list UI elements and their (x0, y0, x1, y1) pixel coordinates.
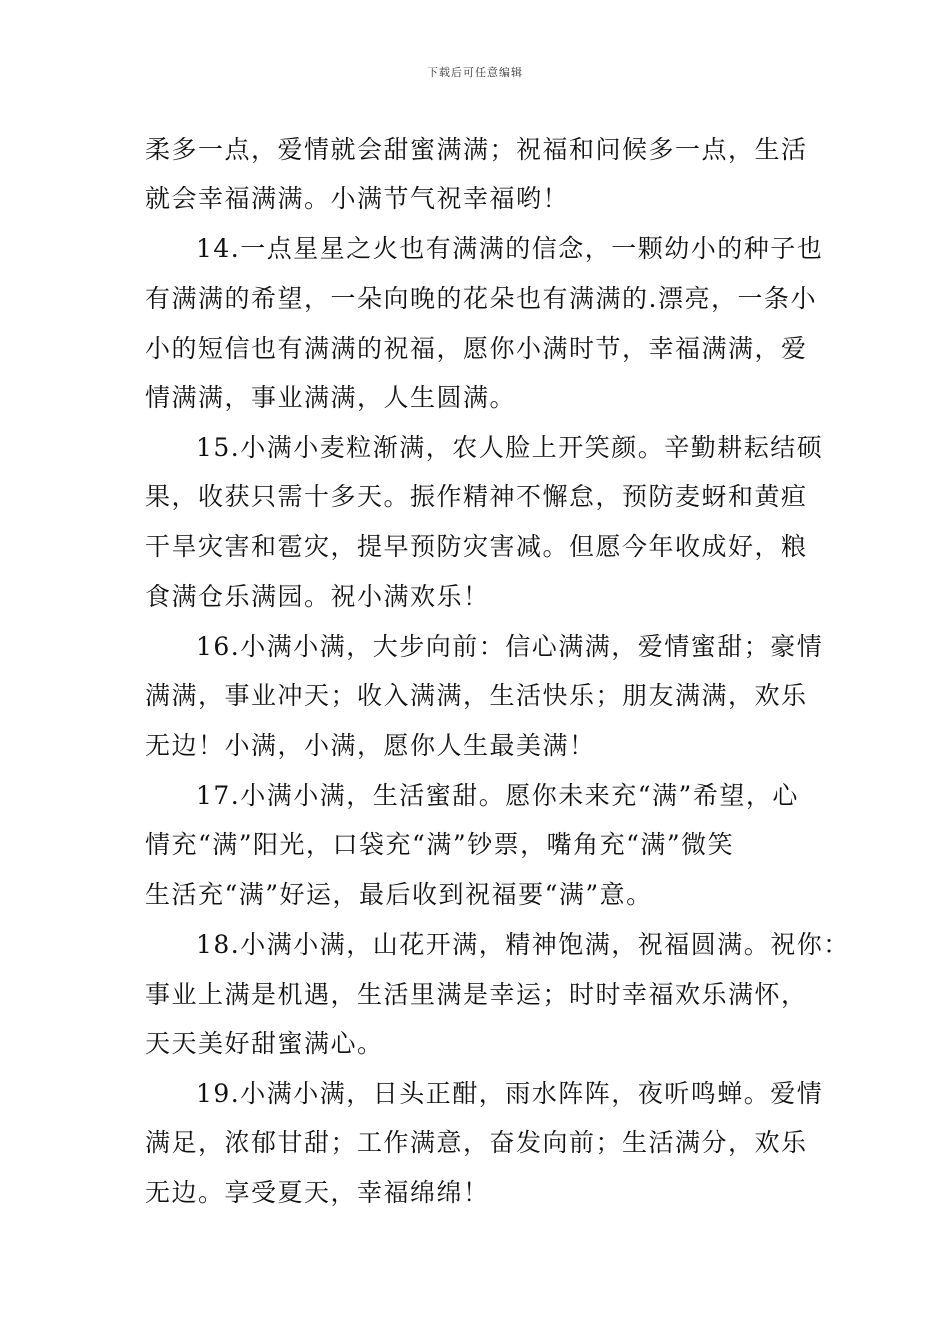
text-line: 果，收获只需十多天。振作精神不懈怠，预防麦蚜和黄疸 (145, 482, 808, 511)
text-line: 干旱灾害和雹灾，提早预防灾害减。但愿今年收成好，粮 (145, 532, 808, 561)
text-line: 无边！小满，小满，愿你人生最美满！ (145, 731, 596, 760)
paragraph-17-start: 17.小满小满，生活蜜甜。愿你未来充“满”希望，心 (196, 781, 799, 810)
paragraph-14-start: 14.一点星星之火也有满满的信念，一颗幼小的种子也 (196, 234, 824, 263)
text-line: 就会幸福满满。小满节气祝幸福哟！ (145, 184, 570, 213)
text-line: 小的短信也有满满的祝福，愿你小满时节，幸福满满，爱 (145, 334, 808, 363)
paragraph-16-start: 16.小满小满，大步向前：信心满满，爱情蜜甜；豪情 (196, 632, 824, 661)
text-line: 天天美好甜蜜满心。 (145, 1029, 384, 1058)
text-line: 满满，事业冲天；收入满满，生活快乐；朋友满满，欢乐 (145, 681, 808, 710)
text-line: 生活充“满”好运，最后收到祝福要“满”意。 (145, 880, 653, 909)
text-line: 有满满的希望，一朵向晚的花朵也有满满的.漂亮，一条小 (145, 284, 817, 313)
paragraph-19-start: 19.小满小满，日头正酣，雨水阵阵，夜听鸣蝉。爱情 (196, 1079, 824, 1108)
text-line: 情满满，事业满满，人生圆满。 (145, 383, 517, 412)
text-line: 无边。享受夏天，幸福绵绵！ (145, 1178, 490, 1207)
text-line: 柔多一点，爱情就会甜蜜满满；祝福和问候多一点，生活 (145, 135, 808, 164)
text-line: 事业上满是机遇，生活里满是幸运；时时幸福欢乐满怀， (145, 980, 808, 1009)
page-header: 下载后可任意编辑 (427, 66, 523, 79)
text-line: 食满仓乐满园。祝小满欢乐！ (145, 582, 490, 611)
paragraph-15-start: 15.小满小麦粒渐满，农人脸上开笑颜。辛勤耕耘结硕 (196, 433, 824, 462)
text-line: 满足，浓郁甘甜；工作满意，奋发向前；生活满分，欢乐 (145, 1128, 808, 1157)
text-line: 情充“满”阳光，口袋充“满”钞票，嘴角充“满”微笑 (145, 830, 735, 859)
paragraph-18-start: 18.小满小满，山花开满，精神饱满，祝福圆满。祝你： (196, 930, 850, 959)
